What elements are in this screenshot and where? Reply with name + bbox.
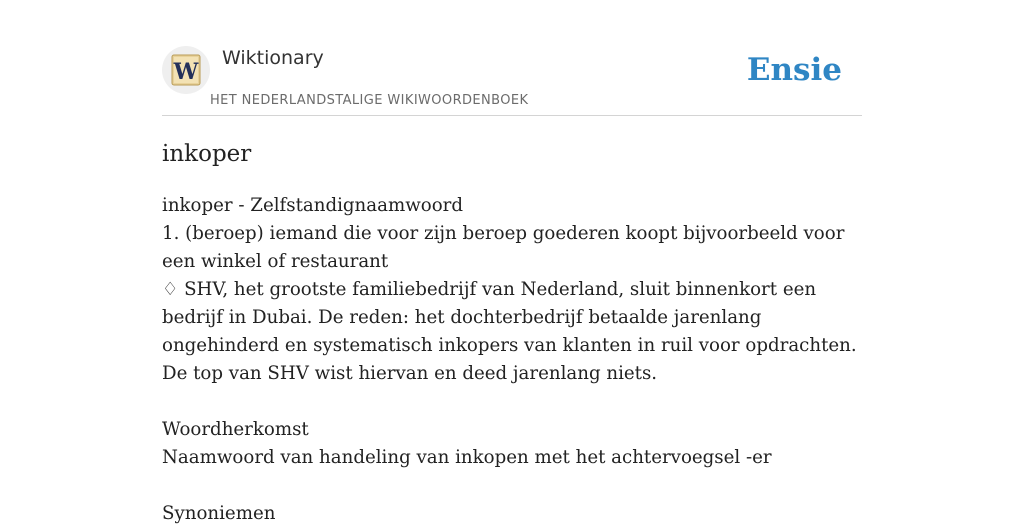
page-title: inkoper <box>162 141 252 167</box>
synonyms-heading: Synoniemen <box>162 503 276 524</box>
example-text: ♢ SHV, het grootste familiebedrijf van Nederland, sluit binnenkort een bedrijf in Dubai. De reden: het dochterbedrijf betaalde jarenlang ongehinderd en systematisch inkopers van klanten in ruil voor opdrachten. De top van SHV wist hiervan en deed jarenlang niets. <box>162 279 857 384</box>
wiktionary-tile-icon <box>167 51 205 89</box>
definition-text: 1. (beroep) iemand die voor zijn beroep goederen koopt bijvoorbeeld voor een winkel of restaurant <box>162 223 845 272</box>
spacer <box>162 388 862 416</box>
logo-letter: W <box>173 59 199 85</box>
ensie-logo[interactable]: Ensie <box>746 52 842 88</box>
source-name[interactable]: Wiktionary <box>222 47 324 69</box>
wiktionary-logo-icon[interactable] <box>162 46 210 94</box>
etymology-heading: Woordherkomst <box>162 419 309 440</box>
header <box>162 0 862 116</box>
content-container <box>162 0 862 524</box>
etymology-text: Naamwoord van handeling van inkopen met het achtervoegsel -er <box>162 447 772 468</box>
part-of-speech-line: inkoper - Zelfstandignaamwoord <box>162 195 464 216</box>
spacer <box>162 472 862 500</box>
source-subtitle: HET NEDERLANDSTALIGE WIKIWOORDENBOEK <box>210 93 529 108</box>
entry-content <box>162 192 862 528</box>
